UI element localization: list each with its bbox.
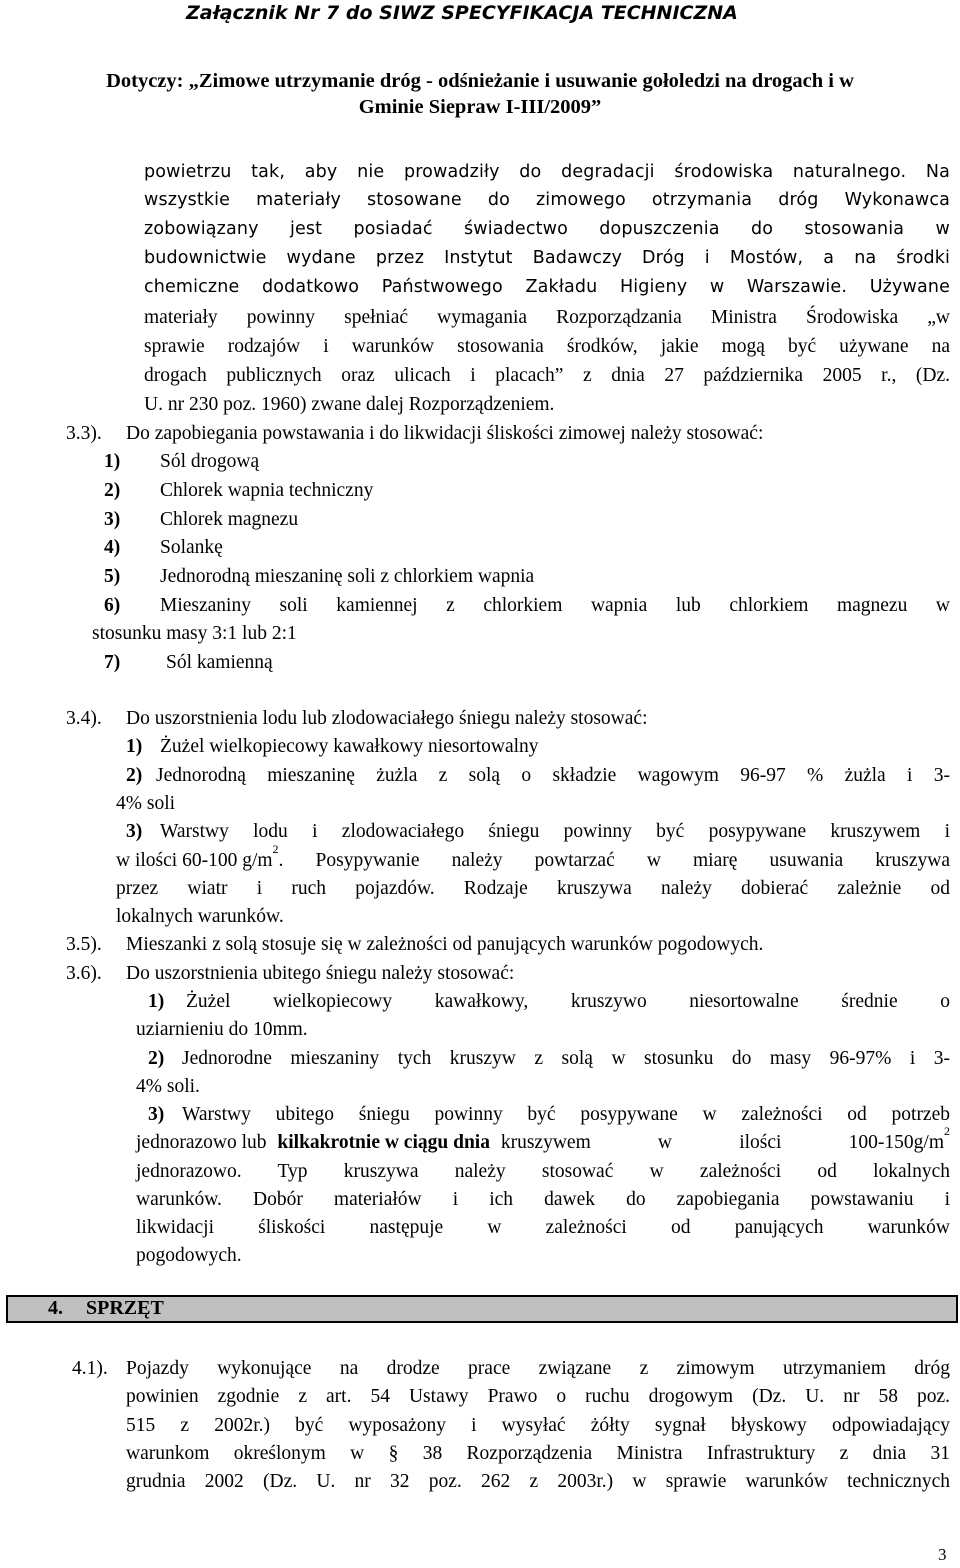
section-4-number: 4. — [48, 1297, 63, 1319]
list-item-continuation: jednorazowo. Typ kruszywa należy stosować w zależności od lokalnych — [136, 1161, 950, 1182]
text-fragment: . Posypywanie należy powtarzać w miarę usuwania kruszywa — [278, 850, 950, 871]
list-item-continuation: uziarnieniu do 10mm. — [136, 1019, 308, 1040]
list-item-continuation: pogodowych. — [136, 1245, 242, 1266]
subject-line-1: Dotyczy: „Zimowe utrzymanie dróg - odśnieżanie i usuwanie gołoledzi na drogach i w — [106, 70, 854, 92]
intro-line: drogach publicznych oraz ulicach i placach” z dnia 27 października 2005 r., (Dz. — [144, 365, 950, 386]
list-item: Mieszaniny soli kamiennej z chlorkiem wapnia lub chlorkiem magnezu w — [160, 595, 950, 616]
list-item-number: 3) — [126, 821, 143, 842]
section-3-4-text: Do uszorstnienia lodu lub zlodowaciałego śniegu należy stosować: — [126, 708, 648, 729]
list-item-number: 3) — [104, 509, 121, 530]
section-4-title: SPRZĘT — [86, 1297, 164, 1319]
intro-line: wszystkie materiały stosowane do zimowego otrzymania dróg Wykonawca — [144, 190, 950, 210]
list-item: Żużel wielkopiecowy kawałkowy, kruszywo niesortowalne średnie o — [186, 991, 950, 1012]
list-item: Sól kamienną — [166, 652, 273, 673]
list-item-number: 4) — [104, 537, 121, 558]
list-item: Warstwy ubitego śniegu powinny być posypywane w zależności od potrzeb — [182, 1104, 950, 1125]
bold-text: kilkakrotnie w ciągu dnia — [277, 1132, 490, 1153]
intro-line: sprawie rodzajów i warunków stosowania środków, jakie mogą być używane na — [144, 336, 950, 357]
list-item-number: 1) — [148, 991, 165, 1012]
document-header-title: Załącznik Nr 7 do SIWZ SPECYFIKACJA TECHNICZNA — [186, 2, 738, 24]
list-item: Jednorodne mieszaniny tych kruszyw z solą w stosunku do masy 96-97% i 3- — [182, 1048, 950, 1069]
list-item: Chlorek wapnia techniczny — [160, 480, 374, 501]
list-item: Warstwy lodu i zlodowaciałego śniegu powinny być posypywane kruszywem i — [160, 821, 950, 842]
intro-line: materiały powinny spełniać wymagania Rozporządzania Ministra Środowiska „w — [144, 307, 950, 328]
text-fragment: w ilości 60-100 g/m — [116, 850, 273, 871]
list-item-number: 2) — [126, 765, 143, 786]
list-item-number: 6) — [104, 595, 121, 616]
section-4-1-line: 515 z 2002r.) być wyposażony i wysyłać żółty sygnał błyskowy odpowiadający — [126, 1415, 950, 1436]
list-item-continuation — [136, 1124, 950, 1155]
section-3-3-number: 3.3). — [66, 423, 102, 444]
list-item-continuation: lokalnych warunków. — [116, 906, 284, 927]
list-item-continuation: stosunku masy 3:1 lub 2:1 — [92, 623, 297, 644]
list-item: Sól drogową — [160, 451, 260, 472]
intro-line: budownictwie wydane przez Instytut Badawczy Dróg i Mostów, a na środki — [144, 248, 950, 268]
list-item: Jednorodną mieszaninę soli z chlorkiem wapnia — [160, 566, 535, 587]
list-item: Żużel wielkopiecowy kawałkowy niesortowalny — [160, 736, 539, 757]
intro-line: zobowiązany jest posiadać świadectwo dopuszczenia do stosowania w — [144, 219, 950, 239]
list-item-continuation: warunków. Dobór materiałów i ich dawek do zapobiegania powstawaniu i — [136, 1189, 950, 1210]
text-fragment: jednorazowo lub — [136, 1132, 267, 1153]
list-item-number: 3) — [148, 1104, 165, 1125]
intro-line: U. nr 230 poz. 1960) zwane dalej Rozporządzeniem. — [144, 394, 555, 415]
list-item-continuation — [116, 842, 950, 873]
section-4-1-line: Pojazdy wykonujące na drodze prace związane z zimowym utrzymaniem dróg — [126, 1358, 950, 1379]
section-3-6-text: Do uszorstnienia ubitego śniegu należy stosować: — [126, 963, 515, 984]
intro-line: powietrzu tak, aby nie prowadziły do degradacji środowiska naturalnego. Na — [144, 162, 950, 182]
page-number: 3 — [938, 1545, 947, 1564]
intro-line: chemiczne dodatkowo Państwowego Zakładu Higieny w Warszawie. Używane — [144, 277, 950, 297]
section-3-6-number: 3.6). — [66, 963, 102, 984]
section-3-4-number: 3.4). — [66, 708, 102, 729]
section-4-1-line: grudnia 2002 (Dz. U. nr 32 poz. 262 z 2003r.) w sprawie warunków technicznych — [126, 1471, 950, 1492]
list-item-continuation: 4% soli — [116, 793, 176, 814]
superscript: 2 — [944, 1124, 950, 1138]
list-item-number: 2) — [104, 480, 121, 501]
list-item-number: 1) — [126, 736, 143, 757]
list-item-number: 5) — [104, 566, 121, 587]
list-item-continuation: likwidacji śliskości następuje w zależności od panujących warunków — [136, 1217, 950, 1238]
text-fragment: kruszywem w ilości 100-150g/m — [500, 1132, 944, 1153]
section-4-1-line: powinien zgodnie z art. 54 Ustawy Prawo o ruchu drogowym (Dz. U. nr 58 poz. — [126, 1386, 950, 1407]
list-item: Solankę — [160, 537, 223, 558]
section-4-1-line: warunkom określonym w § 38 Rozporządzenia Ministra Infrastruktury z dnia 31 — [126, 1443, 950, 1464]
list-item-continuation: 4% soli. — [136, 1076, 200, 1097]
list-item-continuation: przez wiatr i ruch pojazdów. Rodzaje kruszywa należy dobierać zależnie od — [116, 878, 950, 899]
list-item-number: 7) — [104, 652, 121, 673]
list-item-number: 1) — [104, 451, 121, 472]
superscript: 2 — [272, 842, 279, 856]
section-4-1-number: 4.1). — [72, 1358, 108, 1379]
section-3-3-text: Do zapobiegania powstawania i do likwidacji śliskości zimowej należy stosować: — [126, 423, 764, 444]
section-3-5-number: 3.5). — [66, 934, 102, 955]
list-item: Chlorek magnezu — [160, 509, 299, 530]
section-3-5-text: Mieszanki z solą stosuje się w zależności od panujących warunków pogodowych. — [126, 934, 764, 955]
list-item: Jednorodną mieszaninę żużla z solą o składzie wagowym 96-97 % żużla i 3- — [156, 765, 950, 786]
subject-line-2: Gminie Siepraw I-III/2009” — [358, 96, 602, 118]
list-item-number: 2) — [148, 1048, 165, 1069]
